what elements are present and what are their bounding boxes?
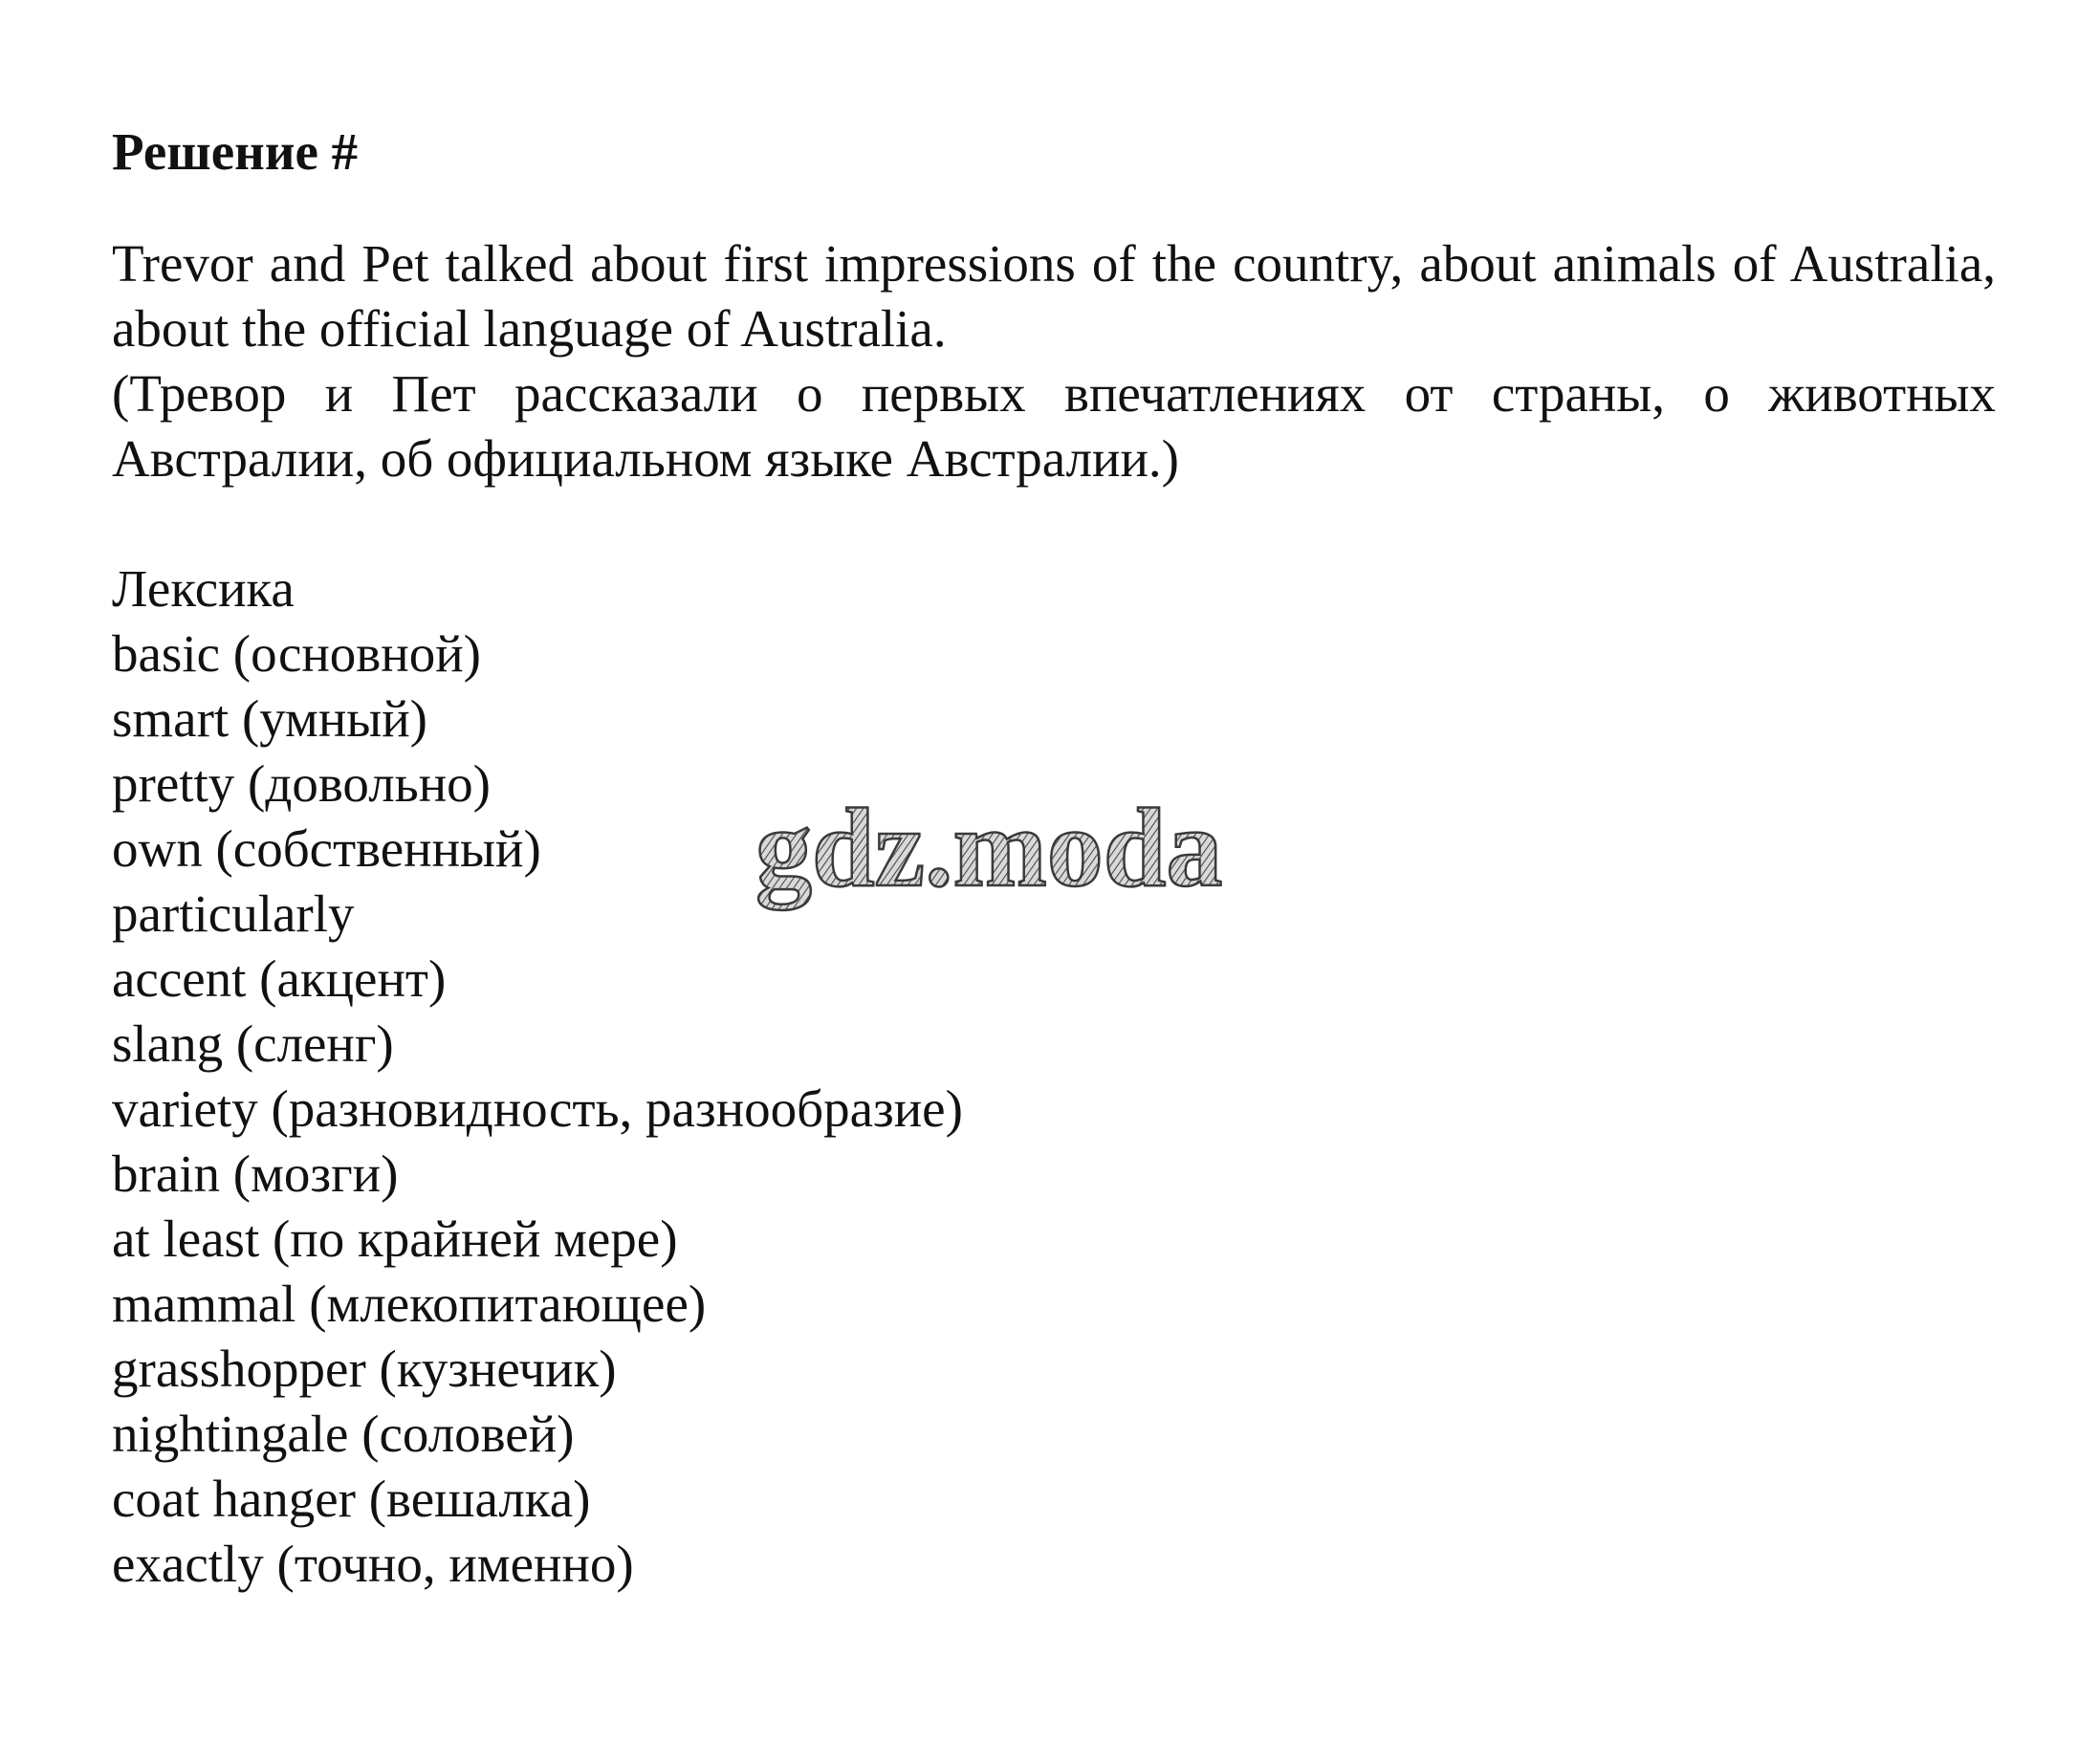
vocabulary-item: own (собственный) — [112, 819, 541, 878]
watermark-graphic — [750, 790, 1362, 924]
vocabulary-item: pretty (довольно) — [112, 754, 491, 813]
vocabulary-item: exactly (точно, именно) — [112, 1535, 634, 1593]
vocabulary-item: nightingale (соловей) — [112, 1405, 575, 1463]
vocabulary-item: variety (разновидность, разнообразие) — [112, 1079, 963, 1138]
watermark-text: gdz.moda — [755, 790, 1223, 910]
intro-russian-paragraph: (Тревор и Пет рассказали о первых впечатлениях от страны, о животных Австралии, об официальном языке Австралии.) — [112, 364, 1996, 488]
solution-heading: Решение # — [112, 122, 359, 181]
vocabulary-list — [112, 621, 1996, 1597]
vocabulary-item: grasshopper (кузнечик) — [112, 1340, 617, 1398]
vocabulary-item: smart (умный) — [112, 689, 427, 748]
vocabulary-item: basic (основной) — [112, 624, 481, 683]
vocabulary-item: mammal (млекопитающее) — [112, 1275, 707, 1333]
vocabulary-item: particularly — [112, 884, 355, 943]
intro-english-paragraph: Trevor and Pet talked about first impressions of the country, about animals of Australia, about the official language of Australia. — [112, 234, 1996, 358]
vocabulary-item: brain (мозги) — [112, 1144, 399, 1203]
vocabulary-item: at least (по крайней мере) — [112, 1209, 678, 1268]
watermark-logo — [750, 790, 1362, 924]
vocabulary-title: Лексика — [112, 559, 295, 618]
vocabulary-item: slang (сленг) — [112, 1014, 394, 1073]
paragraph-spacer — [112, 491, 1996, 556]
vocabulary-item: coat hanger (вешалка) — [112, 1470, 591, 1528]
vocabulary-item: accent (акцент) — [112, 949, 447, 1008]
